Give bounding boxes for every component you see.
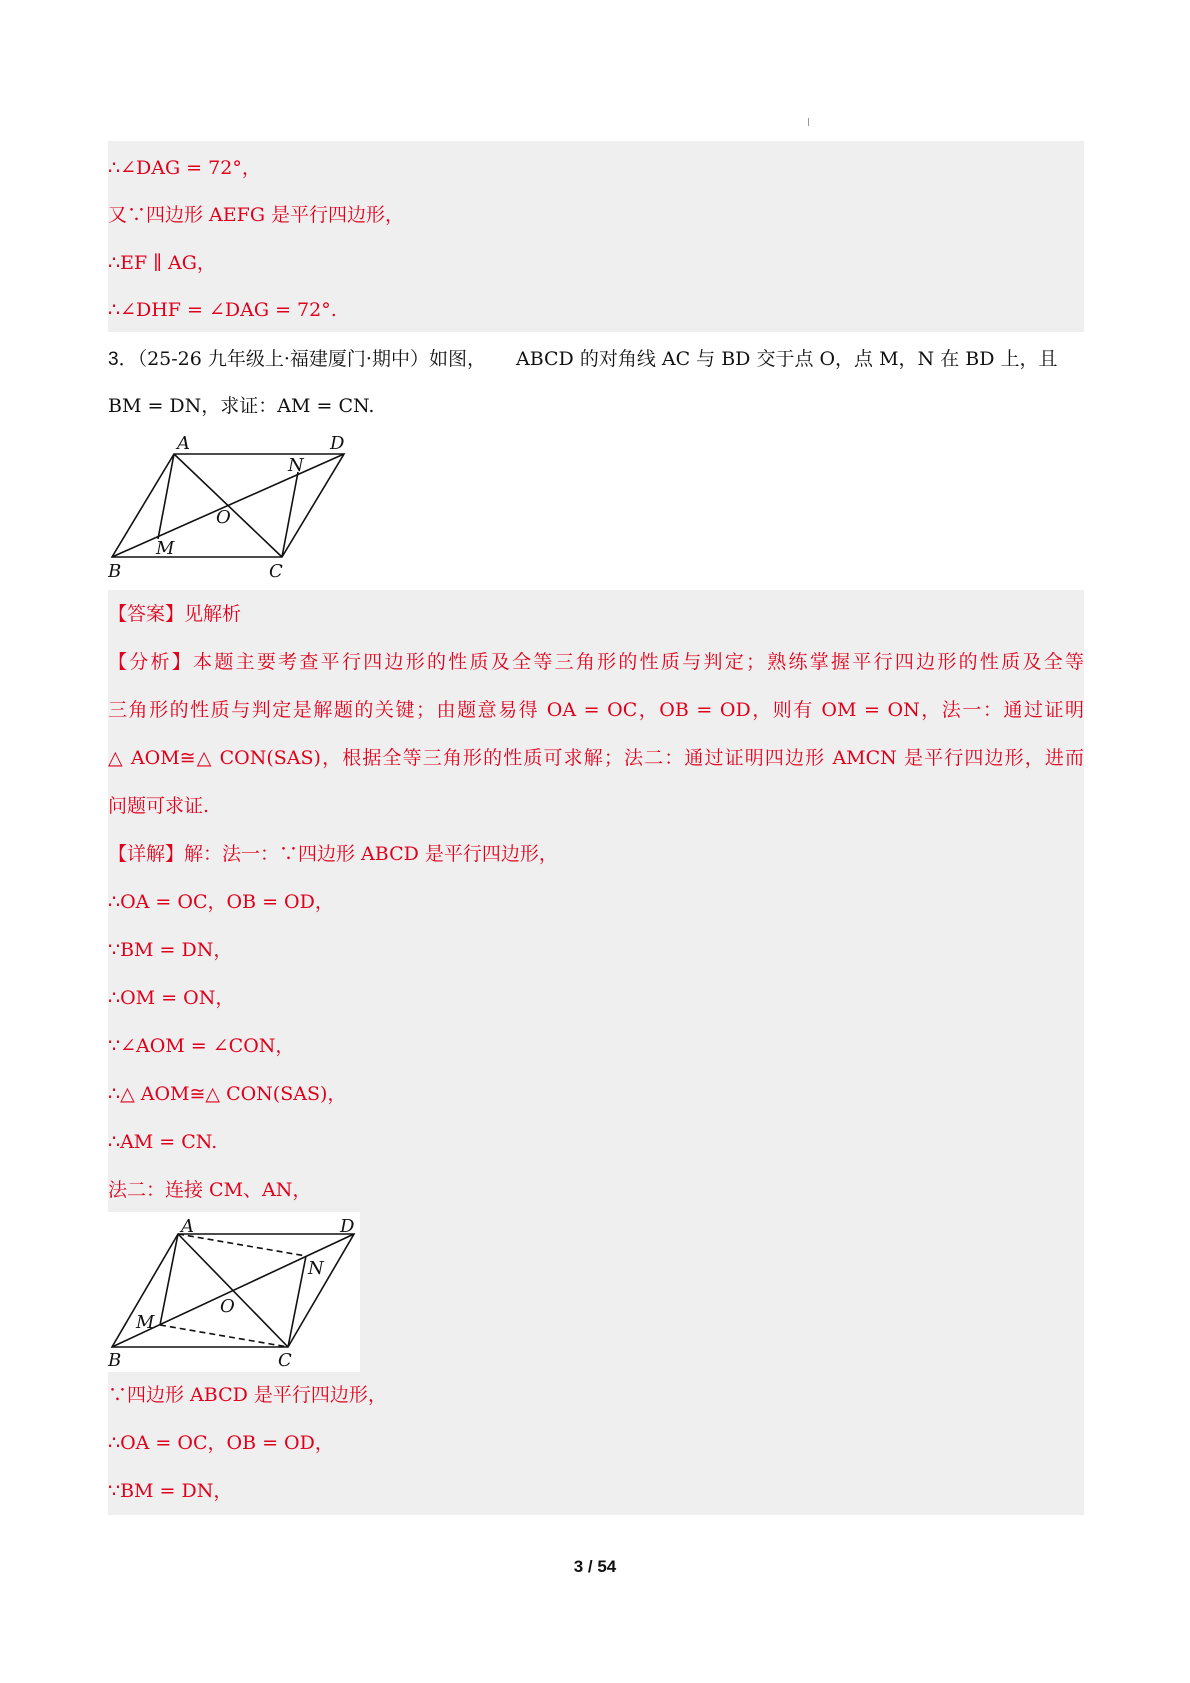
method2-intro: 法二：连接 CM、AN， bbox=[108, 1179, 312, 1201]
method1-step: ∴OM = ON， bbox=[108, 987, 235, 1009]
detail-text: 解：法一：∵四边形 ABCD 是平行四边形， bbox=[184, 843, 558, 865]
page-number: 3 / 54 bbox=[573, 1557, 617, 1576]
analysis-line: 问题可求证. bbox=[108, 795, 210, 817]
solution-line: 又∵四边形 AEFG 是平行四边形， bbox=[108, 204, 405, 226]
question-text: ABCD 的对角线 AC 与 BD 交于点 O，点 M，N 在 BD 上，且 bbox=[515, 348, 1058, 370]
answer-text: 见解析 bbox=[184, 603, 242, 625]
parallelogram-figure bbox=[108, 432, 358, 580]
label-d: D bbox=[340, 1216, 355, 1237]
label-o: O bbox=[220, 1296, 235, 1317]
method2-step: ∴OA = OC，OB = OD， bbox=[108, 1432, 334, 1454]
label-a: A bbox=[177, 433, 190, 454]
method1-step: ∴OA = OC，OB = OD， bbox=[108, 891, 334, 913]
solution-line: ∴∠DAG = 72°， bbox=[108, 157, 261, 179]
label-n: N bbox=[308, 1258, 324, 1279]
answer-tag: 【答案】 bbox=[108, 603, 185, 625]
detail-line bbox=[108, 842, 558, 866]
question-number: 3． bbox=[108, 349, 138, 370]
method1-step: ∵∠AOM = ∠CON， bbox=[108, 1035, 295, 1057]
question-line-2: BM = DN，求证：AM = CN. bbox=[108, 395, 375, 417]
label-b: B bbox=[108, 1350, 122, 1371]
method1-step: ∴△ AOM≅△ CON(SAS)， bbox=[108, 1083, 347, 1105]
label-m: M bbox=[136, 1312, 155, 1333]
parallelogram-figure-dashed bbox=[108, 1212, 360, 1372]
label-m: M bbox=[156, 538, 175, 559]
label-b: B bbox=[108, 561, 122, 580]
question-source: （25-26 九年级上·福建厦门·期中）如图， bbox=[137, 348, 486, 370]
header-tick-mark bbox=[808, 118, 809, 126]
analysis-text: 本题主要考查平行四边形的性质及全等三角形的性质与判定；熟练掌握平行四边形的性质及全等 bbox=[193, 651, 1084, 673]
detail-tag: 【详解】 bbox=[108, 843, 185, 865]
label-d: D bbox=[330, 433, 345, 454]
solution-line: ∴∠DHF = ∠DAG = 72°. bbox=[108, 299, 337, 321]
analysis-line bbox=[108, 650, 1084, 674]
label-c: C bbox=[269, 561, 283, 580]
analysis-tag: 【分析】 bbox=[108, 651, 194, 673]
method1-step: ∵BM = DN， bbox=[108, 939, 233, 961]
segment-cn bbox=[288, 1256, 306, 1347]
analysis-line: △ AOM≅△ CON(SAS)，根据全等三角形的性质可求解；法二：通过证明四边形 AMCN 是平行四边形，进而 bbox=[108, 747, 1084, 769]
segment-am bbox=[160, 1234, 178, 1325]
analysis-line: 三角形的性质与判定是解题的关键；由题意易得 OA = OC，OB = OD，则有 OM = ON，法一：通过证明 bbox=[108, 699, 1084, 721]
solution-line: ∴EF ∥ AG， bbox=[108, 252, 216, 274]
diagonal-bd bbox=[112, 454, 344, 557]
label-n: N bbox=[288, 455, 304, 476]
label-c: C bbox=[278, 1350, 292, 1371]
label-o: O bbox=[216, 507, 231, 528]
label-a: A bbox=[181, 1216, 194, 1237]
answer-line bbox=[108, 602, 241, 626]
method2-step: ∵BM = DN， bbox=[108, 1480, 233, 1502]
method2-step: ∵四边形 ABCD 是平行四边形， bbox=[108, 1384, 387, 1406]
method1-step: ∴AM = CN. bbox=[108, 1131, 218, 1153]
question-line-1 bbox=[108, 347, 1084, 372]
